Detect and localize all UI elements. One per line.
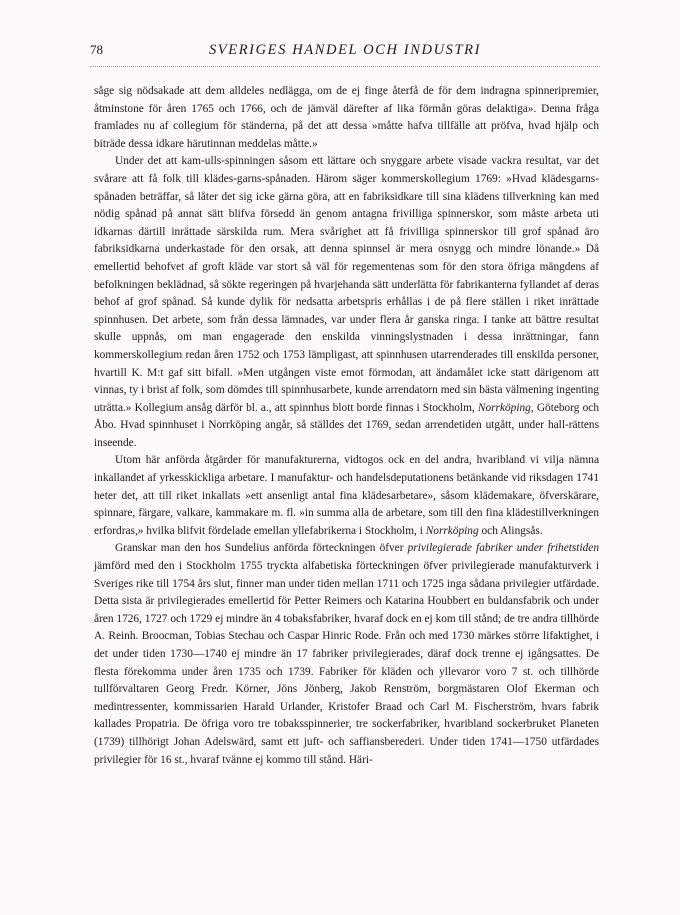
- paragraph: [94, 153, 599, 452]
- page-header: [90, 42, 600, 64]
- header-rule: [90, 66, 600, 67]
- page-number: 78: [90, 42, 103, 57]
- text-run: Utom här anförda åtgärder för manufakturerna, vidtogos ock en del andra, hvaribland vi vilja nämna inkallandet af yrkesskickliga arbetare. I manufaktur- och handelsdeputationens betänkande vid riksdagen 1741 heter det, att till riket inkallats »ett ansenligt antal fina klädesarbetare», såsom klädemakare, öfverskärare, spinnare, färgare, valkare, kammakare m. fl. »in summa alla de arbetare, som till den fina klädestillverkningen erfordras,» hvilka blifvit fördelade emellan yllefabrikerna i Stockholm, i: [94, 454, 599, 537]
- text-run: Under det att kam-ulls-spinningen såsom ett lättare och snyggare arbete visade vackra resultat, var det svårare att få folk till klädes-garns-spånaden. Härom säger kommerskollegium 1769: »Hvad klädesgarns-spånaden beträffar, så låter det sig icke gärna göra, att en fabriksidkare till sina klädens tillverkning kan med nödig spånad på annat sätt blifva försedd än genom antagna frivilliga spinnerskor, som måste arbeta uti idkarnas därtill inrättade särskilda rum. Mera svårighet att få frivilliga spinnerskor till grof spånad äro fabriksidkarna underkastade för den orsak, att denna spinnsel är mera osnygg och mindre lönande.» Då emellertid behofvet af groft kläde var stort så väl för regementenas som för den stora öfriga mängdens af befolkningen beklädnad, så sökte regeringen på hvarjehanda sätt underlätta för fabrikanterna fyllandet af deras behof af grof spånad. Så kunde dylik för nedsatta arbetspris erhållas i de på flere ställen i riket inrättade spinnhusen. Det arbete, som från dessa lämnades, var under flera år ganska ringa. I tanke att bättre resultat skulle uppnås, om man engagerade den enskilda vinningslystnaden i dessa inrättningar, fann kommerskollegium redan åren 1752 och 1753 lämpligast, att spinnhusen utarrenderades till enskilda personer, hvartill K. M:t gaf sitt bifall. »Men utgången viste emot förmodan, att ändamålet icke statt därigenom att vinnas, ty i brist af folk, som dömdes till spinnhusarbete, kunde arrendatorn med sin bästa välmening ingenting uträtta.» Kollegium ansåg därför bl. a., att spinnhus blott borde finnas i Stockholm,: [94, 155, 599, 414]
- paragraph: [94, 540, 599, 769]
- italic-text: privilegierade fabriker under frihetstiden: [407, 542, 599, 555]
- text-run: Granskar man den hos Sundelius anförda förteckningen öfver: [115, 542, 408, 555]
- running-title: SVERIGES HANDEL OCH INDUSTRI: [208, 42, 482, 58]
- italic-text: Norrköping: [477, 401, 531, 414]
- text-run: och Alingsås.: [478, 524, 543, 537]
- text-run: jämförd med den i Stockholm 1755 tryckta alfabetiska förteckningen öfver privilegierade manufakturverk i Sveriges rike till 1754 års slut, finner man under tiden mellan 1711 och 1725 inga sådana privilegier utfärdade. Detta sista är privilegierades emellertid för Petter Reimers och Katarina Houbbert en buldansfabrik och under åren 1726, 1727 och 1729 ej mindre än 4 tobaksfabriker, hvaraf dock en ej kom till stånd; de tre andra tillhörde A. Reinh. Broocman, Tobias Stechau och Caspar Hinric Rode. Från och med 1730 märkes större lifaktighet, i det under tiden 1730—1740 ej mindre än 17 fabriker privilegierades, däraf dock trenne ej igångsattes. De flesta förekomma under åren 1735 och 1739. Fabriker för kläden och yllevaror voro 7 st. och tillhörde tullförvaltaren Georg Fredr. Körner, Jöns Jönberg, Jakob Renström, borgmästaren Olof Ekerman och medintressenter, kommissarien Harald Urlander, Kristofer Braad och Carl M. Fischerström, hvars fabrik kallades Propatria. De öfriga voro tre tobaksspinnerier, tre sockerfabriker, hvaribland sockerbruket Planeten (1739) tillhörigt Johan Adelswärd, samt ett juft- och saffiansberederi. Under tiden 1741—1750 utfärdades privilegier för 16 st., hvaraf tvänne ej kommo till stånd. Häri-: [94, 560, 599, 766]
- paragraph: [94, 452, 599, 540]
- text-run: , Göteborg och Åbo. Hvad spinnhuset i Norrköping angår, så ställdes det 1769, sedan arrendetiden utgått, under hall-rättens inseende.: [94, 401, 599, 449]
- paragraph: [94, 83, 599, 153]
- italic-text: Norrköping: [425, 524, 479, 537]
- text-run: såge sig nödsakade att dem alldeles nedlägga, om de ej finge återfå de för dem indragna spinneripremier, åtminstone för åren 1765 och 1766, och de jämväl därefter af lika förmån göras delaktiga». Denna fråga framlades nu af collegium för ständerna, på det att dessa »måtte hafva tillfälle att pröfva, hvad hjälp och biträde dessa idkare härutinnan meddelas måtte.»: [94, 85, 599, 150]
- body-text: [94, 83, 599, 769]
